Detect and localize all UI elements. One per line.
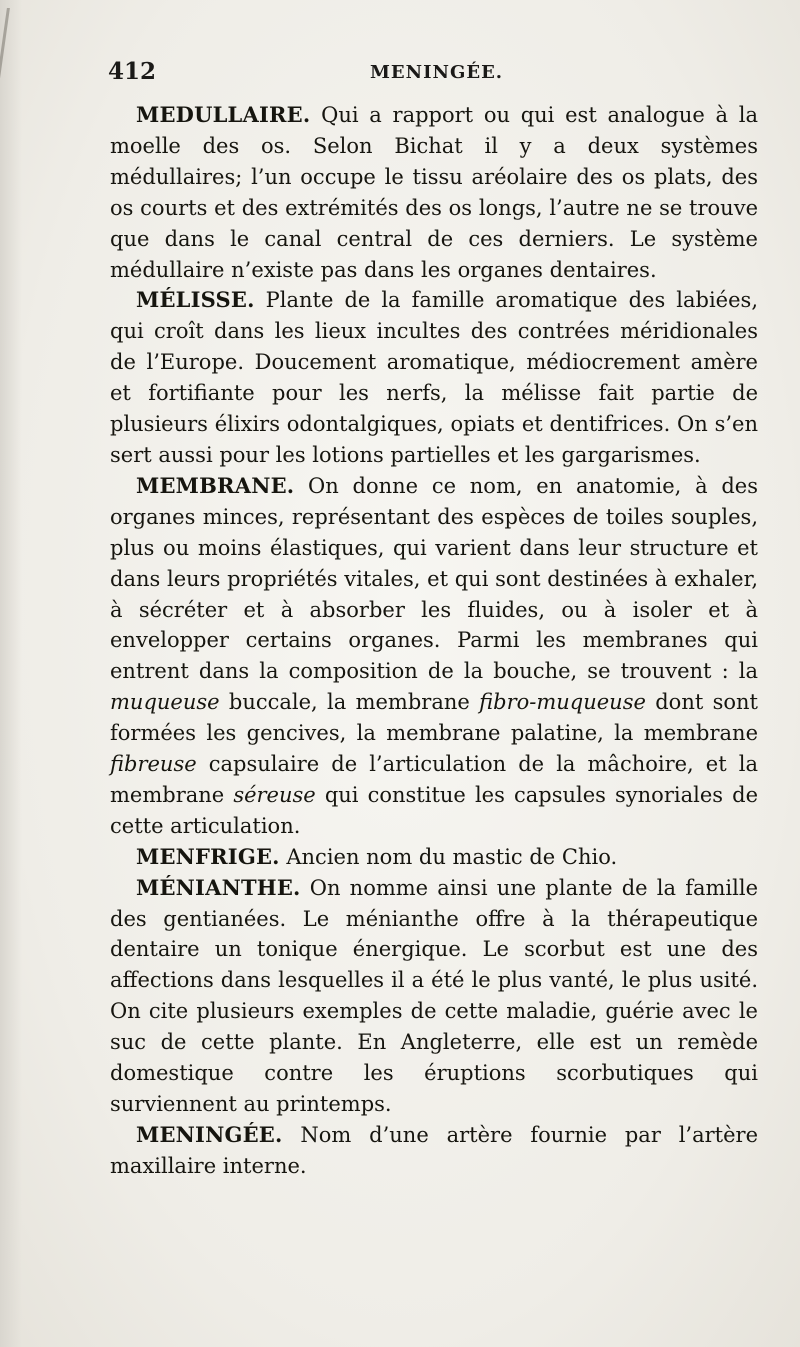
entry-medullaire [110, 100, 758, 285]
entry-membrane [110, 471, 758, 842]
entry-definition: Ancien nom du mastic de Chio. [279, 844, 618, 869]
entry-definition: Plante de la famille aromatique des labiées, qui croît dans les lieux incultes des contrées méridionales de l’Europe. Doucement aromatique, médiocrement amère et fortifiante pour les nerfs, la mélisse fait partie de plusieurs élixirs odontalgiques, opiats et dentifrices. On s’en sert aussi pour les lotions partielles et les gargarismes. [110, 288, 758, 467]
running-head: MENINGÉE. [370, 62, 504, 83]
dictionary-text [110, 100, 758, 1182]
italic-term: muqueuse [110, 690, 220, 715]
entry-definition: qui constitue les capsules synoriales de cette articulation. [110, 782, 758, 838]
entry-term: MEDULLAIRE. [136, 102, 311, 127]
entry-definition: On nomme ainsi une plante de la famille des gentianées. Le ménianthe offre à la thérapeutique dentaire un tonique énergique. Le scorbut est une des affections dans lesquelles il a été le plus vanté, le plus usité. On cite plusieurs exemples de cette maladie, guérie avec le suc de cette plante. En Angleterre, elle est un remède domestique contre les éruptions scorbutiques qui surviennent au printemps. [110, 875, 758, 1116]
entry-melisse [110, 285, 758, 470]
entry-definition: dont sont formées les gencives, la membrane palatine, la membrane [110, 690, 758, 746]
entry-menfrige [110, 842, 758, 873]
entry-meningee [110, 1120, 758, 1182]
entry-term: MEMBRANE. [136, 472, 295, 498]
italic-term: fibreuse [110, 752, 197, 777]
entry-definition: Qui a rapport ou qui est analogue à la moelle des os. Selon Bichat il y a deux systèmes médullaires; l’un occupe le tissu aréolaire des os plats, des os courts et des extrémités des os longs, l’autre ne se trouve que dans le canal central de ces derniers. Le système médullaire n’existe pas dans les organes dentaires. [110, 103, 758, 282]
entry-menianthe [110, 873, 758, 1120]
entry-definition: buccale, la membrane [219, 690, 480, 715]
entry-term: MENFRIGE. [136, 843, 280, 869]
italic-term: séreuse [233, 782, 316, 807]
page-number: 412 [108, 58, 157, 85]
italic-term: fibro-muqueuse [479, 690, 646, 715]
entry-term: MENINGÉE. [136, 1121, 283, 1147]
entry-definition: Nom d’une artère fournie par l’artère maxillaire interne. [110, 1122, 758, 1178]
entry-definition: On donne ce nom, en anatomie, à des organes minces, représentant des espèces de toiles souples, plus ou moins élastiques, qui varient dans leur structure et dans leurs propriétés vitales, et qui sont destinées à exhaler, à sécréter et à absorber les fluides, ou à isoler et à envelopper certains organes. Parmi les membranes qui entrent dans la composition de la bouche, se trouvent : la [110, 473, 758, 684]
page-gutter-shadow [0, 0, 22, 1347]
entry-term: MÉLISSE. [136, 287, 255, 313]
torn-corner-mark [0, 8, 32, 78]
entry-term: MÉNIANTHE. [136, 874, 301, 900]
entry-definition: capsulaire de l’articulation de la mâchoire, et la membrane [110, 752, 758, 807]
page-header [108, 58, 758, 94]
